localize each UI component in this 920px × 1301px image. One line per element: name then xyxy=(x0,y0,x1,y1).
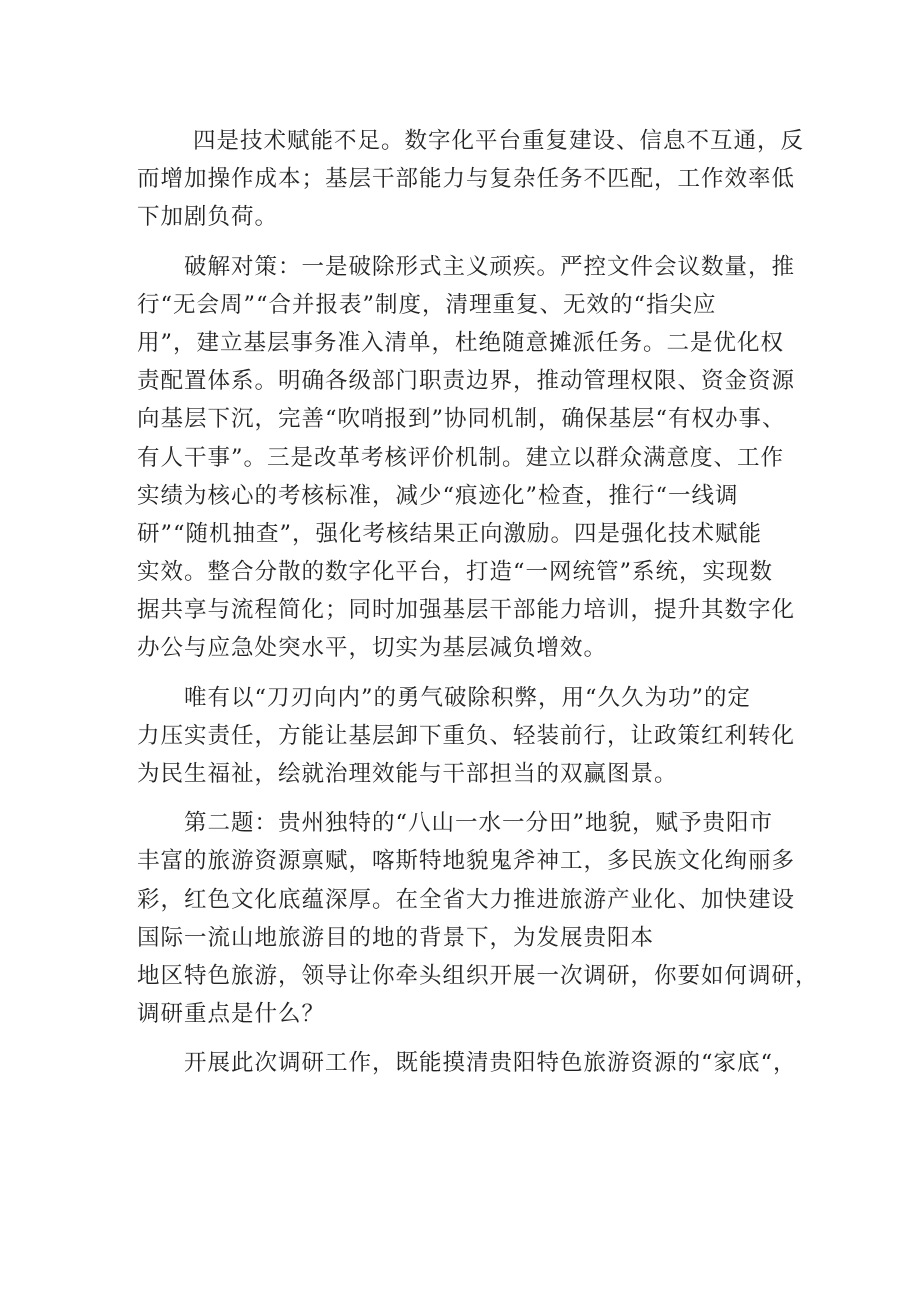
text-line: 丰富的旅游资源禀赋，喀斯特地貌鬼斧神工，多民族文化绚丽多 xyxy=(137,848,796,875)
text-line: 调研重点是什么？ xyxy=(137,1001,326,1028)
paragraph-tech-empowerment xyxy=(137,122,805,237)
text-line: 用”，建立基层事务准入清单，杜绝随意摊派任务。二是优化权 xyxy=(137,329,785,356)
text-line: 据共享与流程简化；同时加强基层干部能力培训，提升其数字化 xyxy=(137,597,796,624)
text-line: 办公与应急处突水平，切实为基层减负增效。 xyxy=(137,635,608,662)
text-line: 国际一流山地旅游目的地的背景下，为发展贵阳本 xyxy=(137,924,655,951)
text-line: 第二题：贵州独特的“八山一水一分田”地貌，赋予贵阳市 xyxy=(184,810,774,837)
text-line: 研”“随机抽查”，强化考核结果正向激励。四是强化技术赋能 xyxy=(137,520,763,547)
text-line: 彩，红色文化底蕴深厚。在全省大力推进旅游产业化、加快建设 xyxy=(137,886,796,913)
text-line: 四是技术赋能不足。数字化平台重复建设、信息不互通，反 xyxy=(193,128,805,154)
paragraph-countermeasures xyxy=(137,248,797,668)
paragraph-conclusion xyxy=(137,679,797,794)
text-line: 向基层下沉，完善“吹哨报到”协同机制，确保基层“有权办事、 xyxy=(137,406,786,433)
text-line: 唯有以“刀刃向内”的勇气破除积弊，用“久久为功”的定 xyxy=(184,684,752,711)
document-body xyxy=(137,122,819,1083)
text-line: 下加剧负荷。 xyxy=(137,204,279,231)
text-line: 行“无会周”“合并报表”制度，清理重复、无效的“指尖应 xyxy=(137,291,717,318)
paragraph-research-intro xyxy=(137,1044,797,1082)
text-line: 而增加操作成本；基层干部能力与复杂任务不匹配，工作效率低 xyxy=(137,166,796,193)
text-line: 实效。整合分散的数字化平台，打造“一网统管”系统，实现数 xyxy=(137,559,774,586)
text-line: 有人干事”。三是改革考核评价机制。建立以群众满意度、工作 xyxy=(137,444,785,471)
text-line: 力压实责任，方能让基层卸下重负、轻装前行，让政策红利转化 xyxy=(137,722,796,749)
text-line: 破解对策：一是破除形式主义顽疾。严控文件会议数量，推 xyxy=(184,253,796,280)
text-line: 为民生福祉，绘就治理效能与干部担当的双赢图景。 xyxy=(137,761,678,787)
text-line: 地区特色旅游，领导让你牵头组织开展一次调研，你要如何调研， xyxy=(137,962,819,989)
text-line: 实绩为核心的考核标准，减少“痕迹化”检查，推行“一线调 xyxy=(137,482,739,509)
text-line: 开展此次调研工作，既能摸清贵阳特色旅游资源的“家底“， xyxy=(184,1050,797,1077)
text-line: 责配置体系。明确各级部门职责边界，推动管理权限、资金资源 xyxy=(137,368,796,395)
paragraph-question-two xyxy=(137,804,819,1033)
